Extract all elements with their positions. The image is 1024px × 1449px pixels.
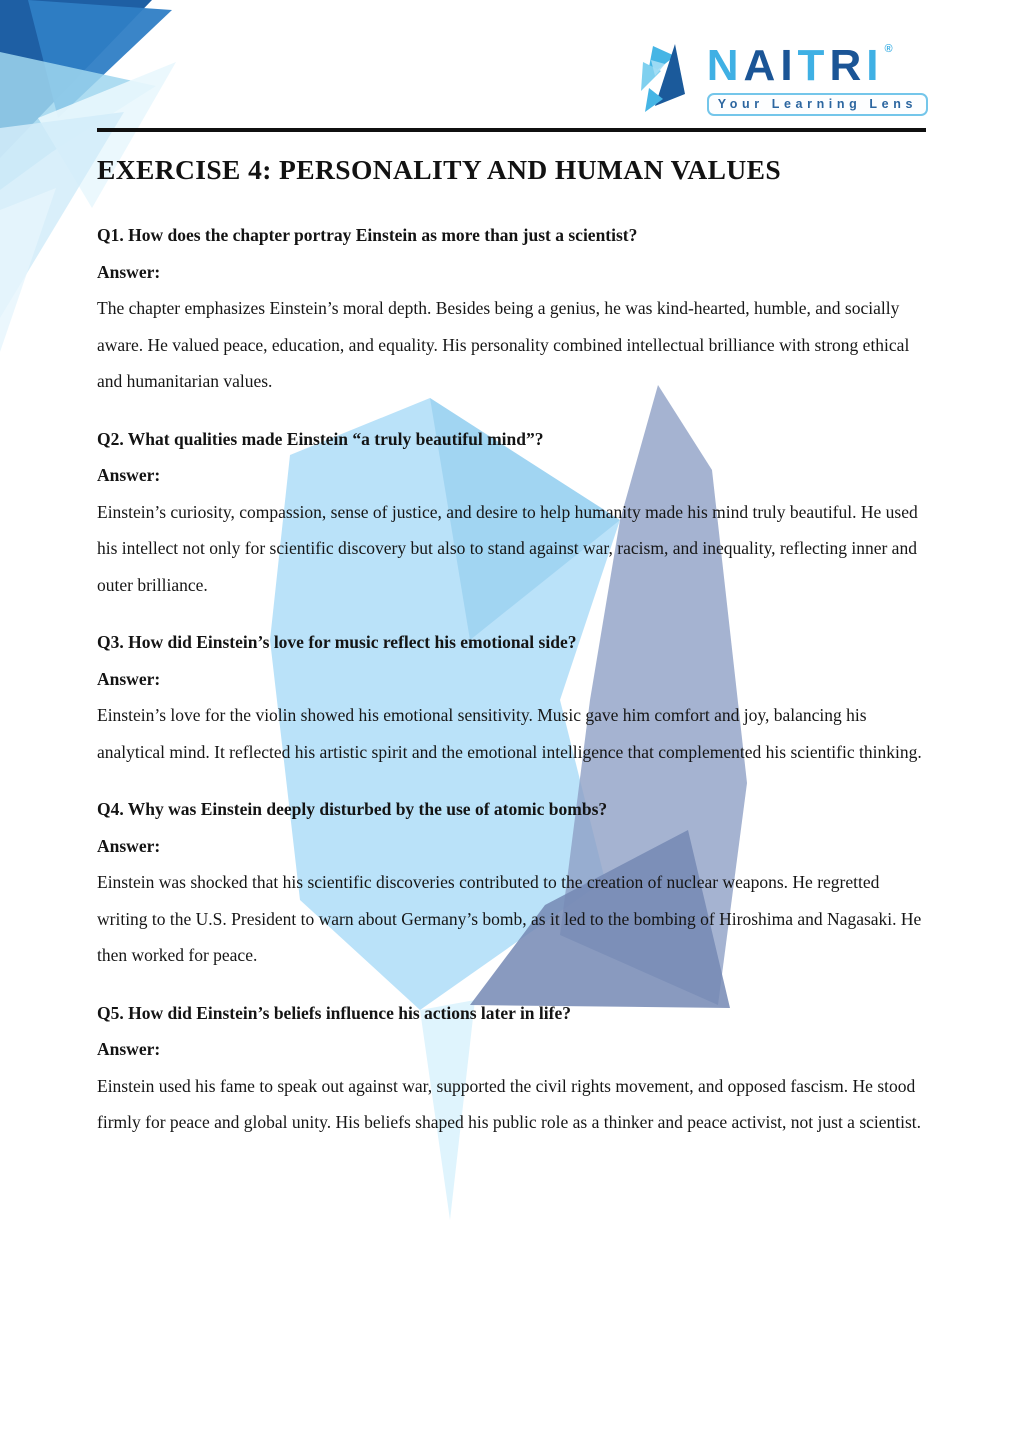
origami-bird-logo-icon: [639, 44, 697, 114]
qa-section-3: [97, 624, 926, 770]
question-heading: Q5. How did Einstein’s beliefs influence his actions later in life?: [97, 1002, 571, 1023]
registered-trademark-symbol: ®: [884, 43, 898, 55]
answer-label: Answer:: [97, 835, 161, 856]
answer-label: Answer:: [97, 465, 161, 485]
answer-text: Einstein’s love for the violin showed his emotional sensitivity. Music gave him comfort and joy, balancing his analytical mind. It reflected his artistic spirit and the emotional intelligence that complemented his scientific thinking.: [97, 705, 922, 762]
qa-section-1: [97, 217, 926, 400]
question-heading: Q4. Why was Einstein deeply disturbed by the use of atomic bombs?: [97, 799, 608, 819]
brand-letter: A: [743, 41, 781, 90]
answer-label: Answer:: [97, 668, 161, 689]
brand-wordmark: [706, 41, 898, 90]
qa-section-4: [97, 791, 926, 974]
question-heading: Q1. How does the chapter portray Einstein as more than just a scientist?: [97, 225, 638, 245]
answer-text: The chapter emphasizes Einstein’s moral depth. Besides being a genius, he was kind-hearted, humble, and socially aware. He valued peace, education, and equality. His personality combined intellectual brilliance with strong ethical and humanitarian values.: [97, 298, 910, 391]
answer-label: Answer:: [97, 261, 161, 282]
qa-section-5: [97, 995, 926, 1141]
header-divider-line: [97, 128, 926, 132]
page-title: EXERCISE 4: PERSONALITY AND HUMAN VALUES: [97, 154, 782, 185]
naitri-logo: [639, 41, 928, 116]
brand-letter: I: [780, 41, 798, 90]
brand-letter: N: [706, 41, 744, 90]
brand-letter: R: [829, 41, 867, 90]
answer-text: Einstein was shocked that his scientific discoveries contributed to the creation of nuclear weapons. He regretted writing to the U.S. President to warn about Germany’s bomb, as it led to the bombing of Hiroshima and Nagasaki. He then worked for peace.: [97, 872, 922, 965]
question-heading: Q3. How did Einstein’s love for music reflect his emotional side?: [97, 632, 577, 652]
qa-section-2: [97, 421, 926, 604]
question-heading: Q2. What qualities made Einstein “a truly beautiful mind”?: [97, 428, 544, 449]
answer-text: Einstein’s curiosity, compassion, sense of justice, and desire to help humanity made his mind truly beautiful. He used his intellect not only for scientific discovery but also to stand against war, racism, and inequality, reflecting inner and outer brilliance.: [97, 501, 918, 595]
brand-letter: T: [797, 41, 830, 90]
brand-tagline: Your Learning Lens: [707, 93, 928, 116]
answer-label: Answer:: [97, 1039, 161, 1059]
answer-text: Einstein used his fame to speak out against war, supported the civil rights movement, and opposed fascism. He stood firmly for peace and global unity. His beliefs shaped his public role as a thinker and peace activist, not just a scientist.: [97, 1075, 922, 1132]
brand-letter: I: [866, 41, 884, 90]
